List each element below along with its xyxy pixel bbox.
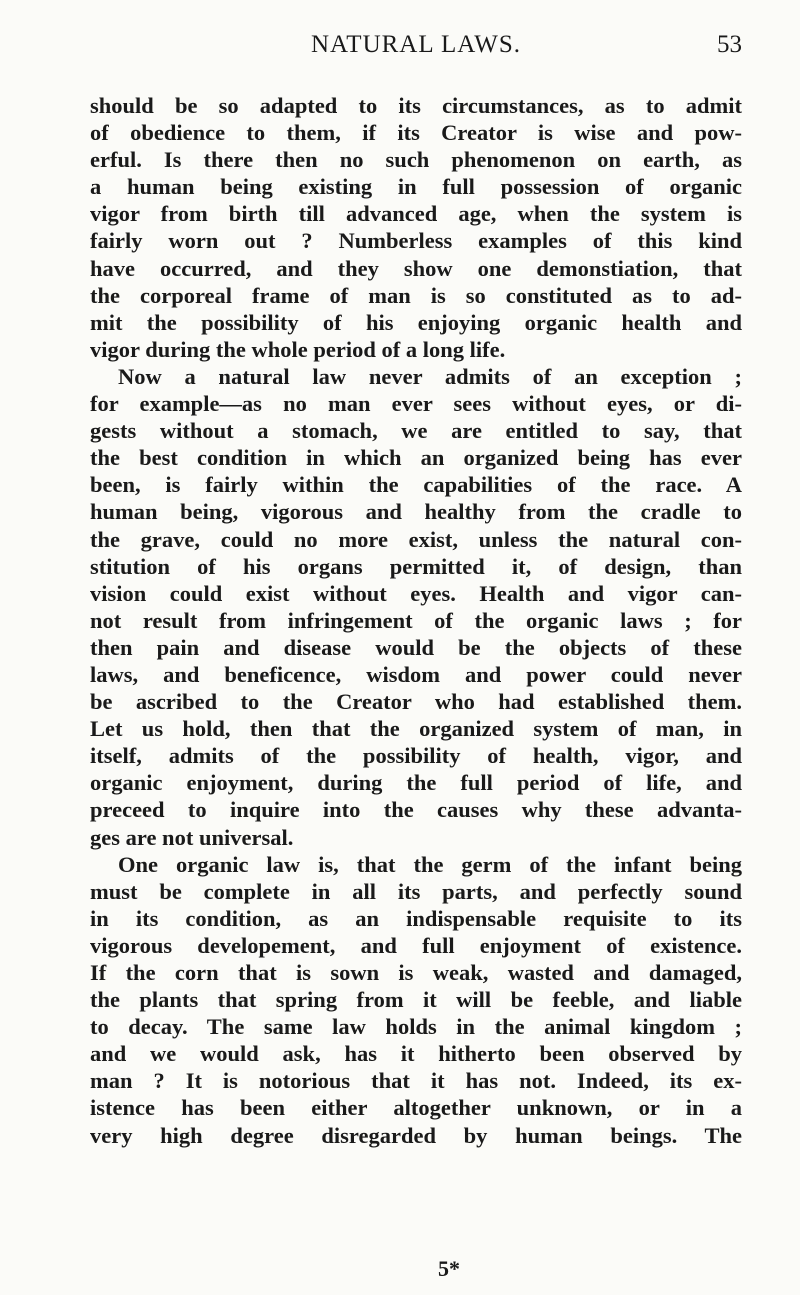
text-line: to decay. The same law holds in the animal kingdom ; [90, 1014, 742, 1040]
text-line: should be so adapted to its circumstances, as to admit [90, 93, 742, 118]
text-line: the plants that spring from it will be feeble, and liable [90, 987, 742, 1013]
text-line: been, is fairly within the capabilities of the race. A [90, 472, 742, 498]
text-line: gests without a stomach, we are entitled to say, that [90, 418, 742, 444]
text-line: vigor from birth till advanced age, when the system is [90, 201, 742, 227]
text-line: then pain and disease would be the objects of these [90, 634, 742, 660]
paragraph-start-line: One organic law is, that the germ of the infant being [118, 851, 742, 877]
text-line: in its condition, as an indispensable requisite to its [90, 905, 742, 931]
text-line: of obedience to them, if its Creator is wise and pow- [90, 120, 742, 146]
text-line: the grave, could no more exist, unless the natural con- [90, 526, 742, 552]
text-line: for example—as no man ever sees without eyes, or di- [90, 391, 742, 417]
text-line: the corporeal frame of man is so constituted as to ad- [90, 282, 742, 308]
text-line: vigor during the whole period of a long life. [90, 336, 506, 362]
text-line: itself, admits of the possibility of health, vigor, and [90, 743, 742, 769]
page-number: 53 [717, 31, 742, 58]
text-line: erful. Is there then no such phenomenon on earth, as [90, 147, 742, 173]
text-line: If the corn that is sown is weak, wasted and damaged, [90, 960, 742, 985]
text-line: fairly worn out ? Numberless examples of this kind [90, 228, 742, 254]
text-line: stitution of his organs permitted it, of design, than [90, 553, 742, 579]
text-line: a human being existing in full possession of organic [90, 174, 742, 200]
text-line: vigorous developement, and full enjoyment of existence. [90, 932, 742, 958]
text-line: vision could exist without eyes. Health and vigor can- [90, 580, 742, 606]
paragraph-start-line: Now a natural law never admits of an exception ; [118, 363, 742, 389]
text-line: ges are not universal. [90, 824, 294, 850]
text-line: human being, vigorous and healthy from the cradle to [90, 499, 742, 525]
signature-mark: 5* [438, 1256, 460, 1281]
text-line: not result from infringement of the organic laws ; for [90, 607, 742, 633]
text-line: very high degree disregarded by human beings. The [90, 1122, 742, 1148]
text-line: organic enjoyment, during the full period of life, and [90, 770, 742, 796]
text-line: the best condition in which an organized being has ever [90, 445, 742, 471]
text-line: mit the possibility of his enjoying organic health and [90, 309, 742, 335]
text-line: Let us hold, then that the organized system of man, in [90, 716, 742, 742]
running-head [90, 28, 742, 62]
text-line: istence has been either altogether unknown, or in a [90, 1095, 742, 1121]
body-text [90, 92, 742, 1149]
text-line: be ascribed to the Creator who had established them. [90, 689, 742, 715]
text-line: must be complete in all its parts, and perfectly sound [90, 878, 742, 904]
text-line: preceed to inquire into the causes why these advanta- [90, 797, 742, 823]
text-line: laws, and beneficence, wisdom and power could never [90, 661, 742, 687]
text-line: man ? It is notorious that it has not. Indeed, its ex- [90, 1068, 742, 1094]
text-line: and we would ask, has it hitherto been observed by [90, 1041, 742, 1067]
text-line: have occurred, and they show one demonstiation, that [90, 255, 742, 281]
running-title: NATURAL LAWS. [310, 31, 522, 58]
